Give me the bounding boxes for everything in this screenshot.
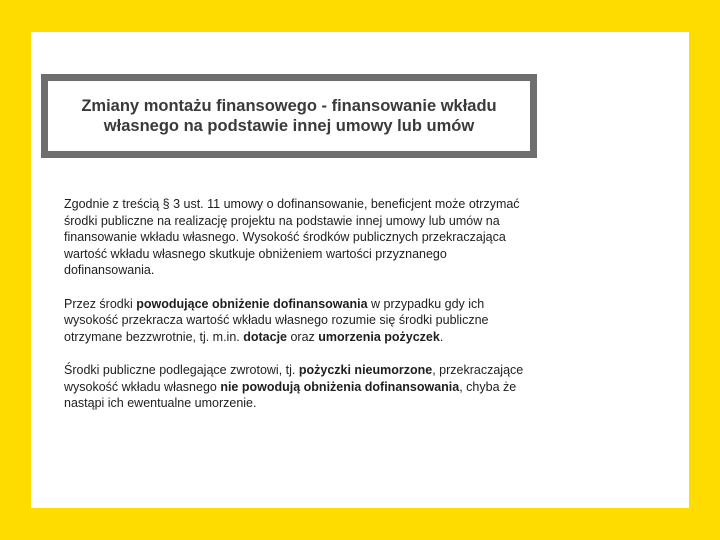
title-line-1: Zmiany montażu finansowego - finansowanie wkładu (81, 97, 497, 115)
title-box (41, 74, 537, 158)
p2-text: Przez środki (64, 296, 137, 311)
p3-bold-pozyczki: pożyczki nieumorzone (298, 363, 433, 377)
p3-line-2 (64, 379, 604, 396)
p2-bold-umorzenia: umorzenia pożyczek (318, 329, 440, 344)
p1-line-5: dofinansowania. (64, 263, 155, 277)
slide-title (81, 96, 496, 136)
p2-text: w przypadku gdy ich (367, 296, 485, 311)
p2-text: . (439, 329, 444, 344)
slide-body (64, 196, 604, 429)
p1-line-1: Zgodnie z treścią § 3 ust. 11 umowy o dofinansowanie, beneficjent może otrzymać (64, 197, 520, 211)
p3-bold-nie-powoduja: nie powodują obniżenia dofinansowania (220, 379, 460, 394)
p1-line-2: środki publiczne na realizację projektu na podstawie innej umowy lub umów na (64, 213, 500, 228)
p2-text: oraz (287, 329, 319, 344)
p2-line-1 (64, 296, 604, 313)
paragraph-3 (64, 362, 604, 412)
paragraph-2 (64, 296, 604, 346)
p3-line-3: nastąpi ich ewentualne umorzenie. (64, 396, 257, 410)
p1-line-3: finansowanie wkładu własnego. Wysokość środków publicznych przekraczająca (64, 230, 506, 244)
p2-line-2: wysokość przekracza wartość wkładu własnego rozumie się środki publiczne (64, 313, 489, 327)
p1-line-4: wartość wkładu własnego skutkuje obniżeniem wartości przyznanego (64, 246, 447, 261)
p3-text: Środki publiczne podlegające zwrotowi, tj. (64, 363, 299, 377)
p3-text: wysokość wkładu własnego (64, 379, 221, 394)
p2-text: otrzymane bezzwrotnie, tj. m.in. (64, 329, 244, 344)
p3-text: , przekraczające (432, 363, 524, 377)
p3-line-1 (64, 362, 604, 379)
p3-text: , chyba że (459, 379, 517, 394)
title-line-2: własnego na podstawie innej umowy lub umów (103, 117, 475, 135)
p2-bold-phrase: powodujące obniżenie dofinansowania (136, 296, 368, 311)
p2-bold-dotacje: dotacje (243, 329, 287, 344)
p2-line-3 (64, 329, 604, 346)
paragraph-1 (64, 196, 604, 279)
